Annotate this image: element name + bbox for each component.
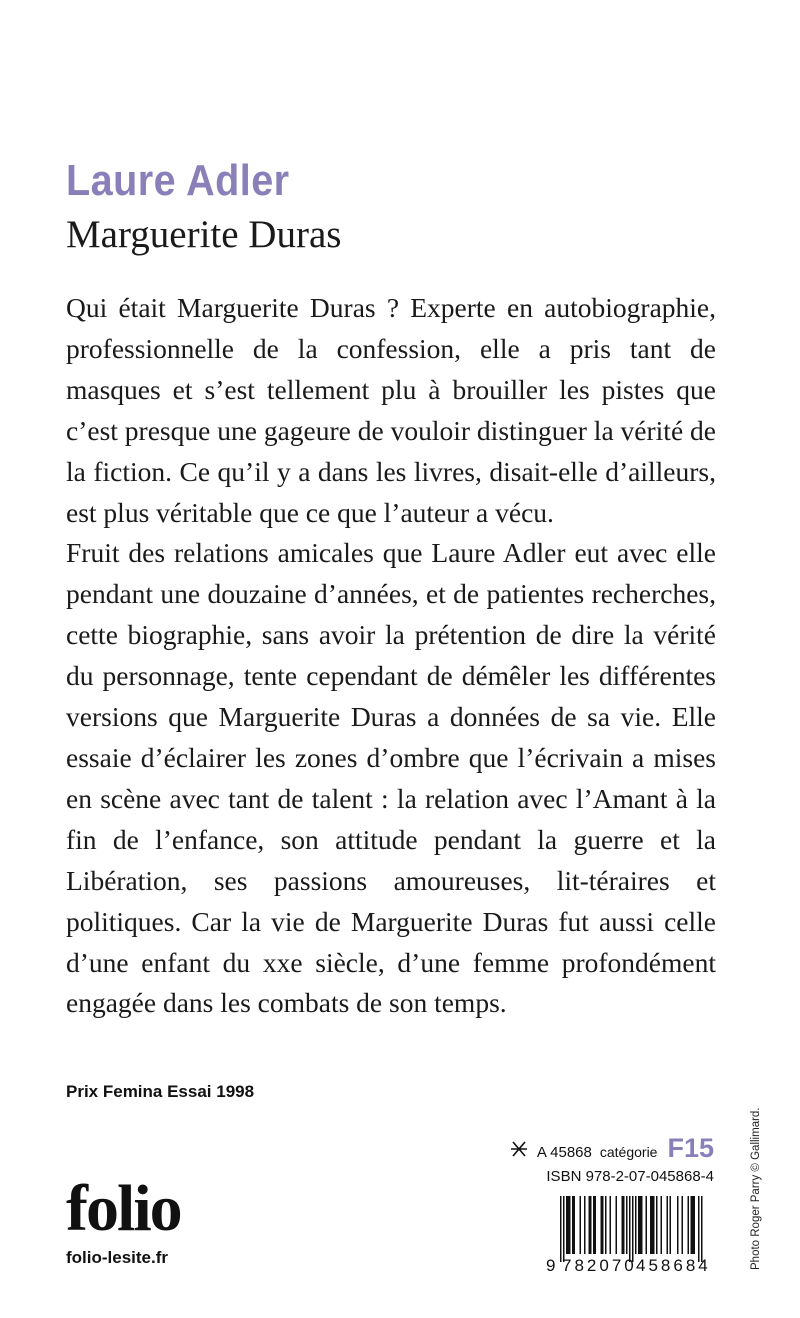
barcode-bar <box>601 1196 603 1254</box>
barcode-bar <box>593 1196 595 1254</box>
series-symbol-icon <box>509 1140 529 1158</box>
barcode-bar <box>694 1196 696 1254</box>
barcode-bar <box>569 1196 571 1254</box>
barcode-bars <box>560 1196 703 1262</box>
barcode-bar <box>589 1196 591 1254</box>
barcode-bar <box>652 1196 654 1254</box>
barcode-bar <box>640 1196 642 1254</box>
barcode-bar <box>566 1196 568 1254</box>
barcode-bar <box>698 1196 700 1262</box>
ean-barcode <box>546 1196 714 1274</box>
blurb-paragraph-1: Qui était Marguerite Duras ? Experte en autobiographie, professionnelle de la confession, elle a pris tant de masques et s’est tellement plu à brouiller les pistes que c’est presque une gageure de vouloir distinguer la vérité de la fiction. Ce qu’il y a dans les livres, disait-elle d’ailleurs, est plus véritable que ce que l’auteur a vécu. <box>66 292 716 528</box>
barcode-bar <box>661 1196 663 1254</box>
barcode-bar <box>626 1196 628 1254</box>
barcode-bar <box>667 1196 669 1254</box>
barcode-bar <box>635 1196 637 1254</box>
barcode-bar <box>701 1196 703 1262</box>
barcode-bar <box>622 1196 624 1254</box>
barcode-bar <box>610 1196 612 1254</box>
catalog-code-line <box>509 1133 714 1164</box>
barcode-bar <box>605 1196 607 1254</box>
barcode-bar <box>653 1196 655 1254</box>
category-value: F15 <box>667 1133 714 1163</box>
prize-mention: Prix Femina Essai 1998 <box>66 1082 255 1101</box>
barcode-bar <box>638 1196 640 1254</box>
barcode-bar <box>568 1196 570 1254</box>
barcode-bar <box>563 1196 565 1262</box>
barcode-bar <box>650 1196 652 1254</box>
barcode-bar <box>572 1196 574 1254</box>
blurb-paragraph-2: Fruit des relations amicales que Laure Adler eut avec elle pendant une douzaine d’années, et de patientes recherches, cette biographie, sans avoir la prétention de dire la vérité du personnage, tente cependant de démêler les différentes versions que Marguerite Duras a données de sa vie. Elle essaie d’éclairer les zones d’ombre que l’écrivain a mises en scène avec tant de talent : la relation avec l’Amant à la fin de l’enfance, son attitude pendant la guerre et la Libération, ses passions amoureuses, lit-téraires et politiques. Car la vie de Marguerite Duras fut aussi celle d’une enfant du xxe siècle, d’une femme profondément engagée dans les combats de son temps. <box>66 537 716 1019</box>
barcode-bar <box>623 1196 625 1254</box>
barcode-right-digits: 458684 <box>636 1256 711 1274</box>
barcode-bar <box>656 1196 658 1254</box>
photo-credit-text: Photo Roger Parry © Gallimard. <box>750 1107 762 1270</box>
barcode-bar <box>670 1196 672 1254</box>
barcode-bar <box>688 1196 690 1254</box>
barcode-bar <box>595 1196 597 1254</box>
barcode-bar <box>629 1196 631 1262</box>
barcode-left-digits: 782070 <box>562 1256 637 1274</box>
folio-logo: folio <box>66 1172 181 1245</box>
barcode-bar <box>584 1196 586 1254</box>
back-cover-blurb <box>66 288 716 1024</box>
barcode-bar <box>641 1196 643 1254</box>
category-label: catégorie <box>599 1144 658 1160</box>
barcode-bar <box>590 1196 592 1254</box>
barcode-lead-digit: 9 <box>546 1256 556 1274</box>
barcode-bar <box>574 1196 576 1254</box>
barcode-bar <box>692 1196 694 1254</box>
author-name: Laure Adler <box>66 156 290 205</box>
isbn: ISBN 978-2-07-045868-4 <box>546 1168 714 1185</box>
barcode-bar <box>560 1196 562 1262</box>
barcode-bar <box>682 1196 684 1254</box>
barcode-bar <box>677 1196 679 1254</box>
catalog-code: A 45868 <box>536 1144 592 1161</box>
website-link: folio-lesite.fr <box>66 1248 169 1267</box>
barcode-bar <box>580 1196 582 1254</box>
barcode-bar <box>691 1196 693 1254</box>
barcode-bar <box>646 1196 648 1254</box>
photo-credit <box>748 1080 768 1270</box>
barcode-bar <box>632 1196 634 1262</box>
barcode-bar <box>602 1196 604 1254</box>
book-title: Marguerite Duras <box>66 213 342 256</box>
barcode-bar <box>616 1196 618 1254</box>
